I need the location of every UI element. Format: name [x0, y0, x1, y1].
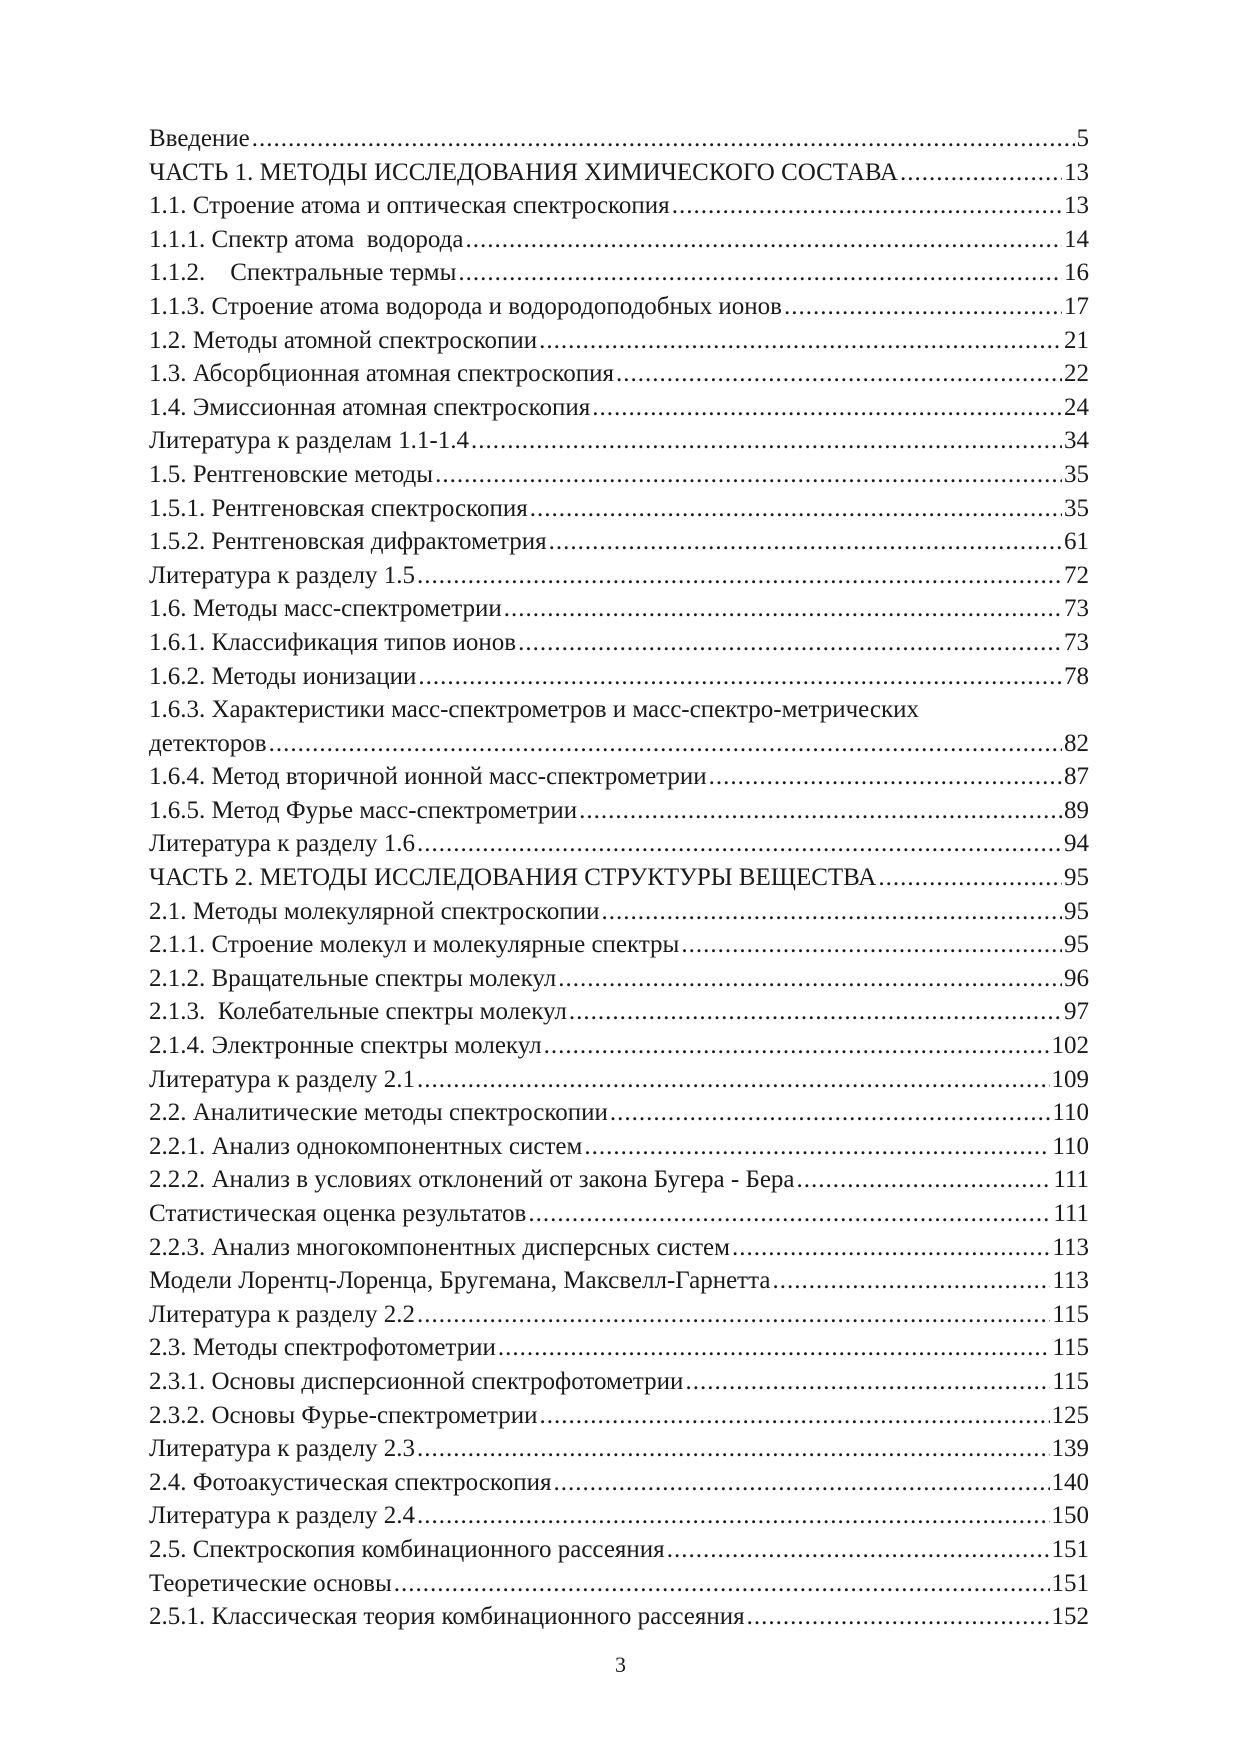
- toc-entry[interactable]: [149, 1567, 1089, 1601]
- toc-entry-page: 72: [1064, 561, 1089, 589]
- dot-leader: [558, 962, 1062, 996]
- toc-entry-page: 16: [1064, 259, 1089, 287]
- dot-leader: [747, 1600, 1050, 1634]
- dot-leader: [685, 1365, 1050, 1399]
- toc-entry-title: 1.6.2. Методы ионизации: [149, 662, 417, 690]
- toc-entry-page: 113: [1052, 1267, 1089, 1295]
- toc-entry[interactable]: [149, 1063, 1089, 1097]
- dot-leader: [672, 189, 1062, 223]
- dot-leader: [394, 1567, 1050, 1601]
- toc-entry-title: 2.2.2. Анализ в условиях отклонений от закона Бугера - Бера: [149, 1166, 795, 1194]
- toc-entry[interactable]: [149, 861, 1089, 895]
- toc-entry-page: 115: [1052, 1300, 1089, 1328]
- dot-leader: [498, 1331, 1051, 1365]
- dot-leader: [417, 1432, 1050, 1466]
- dot-leader: [667, 1533, 1050, 1567]
- dot-leader: [584, 1130, 1050, 1164]
- toc-entry-title: Модели Лорентц-Лоренца, Бругемана, Максвелл-Гарнетта: [149, 1267, 771, 1295]
- dot-leader: [732, 1231, 1050, 1265]
- dot-leader: [417, 1499, 1050, 1533]
- toc-entry-page: 78: [1064, 662, 1089, 690]
- dot-leader: [569, 995, 1062, 1029]
- toc-entry[interactable]: [149, 458, 1089, 492]
- toc-entry-page: 13: [1064, 158, 1089, 186]
- toc-entry[interactable]: [149, 1466, 1089, 1500]
- toc-entry-page: 17: [1064, 292, 1089, 320]
- toc-entry-page: 94: [1064, 830, 1089, 858]
- dot-leader: [579, 794, 1062, 828]
- toc-entry-page: 87: [1064, 763, 1089, 791]
- toc-entry-page: 34: [1064, 427, 1089, 455]
- dot-leader: [616, 357, 1062, 391]
- toc-entry[interactable]: [149, 1432, 1089, 1466]
- toc-entry[interactable]: [149, 1399, 1089, 1433]
- toc-entry-page: 115: [1052, 1334, 1089, 1362]
- toc-entry-page: 35: [1064, 460, 1089, 488]
- toc-entry-title: 1.5. Рентгеновские методы: [149, 460, 434, 488]
- toc-entry-page: 73: [1064, 628, 1089, 656]
- toc-entry-title: 2.2. Аналитические методы спектроскопии: [149, 1099, 608, 1127]
- toc-entry-title: детекторов: [149, 729, 267, 757]
- toc-entry-title: ЧАСТЬ 1. МЕТОДЫ ИССЛЕДОВАНИЯ ХИМИЧЕСКОГО СОСТАВА: [149, 158, 899, 186]
- toc-entry[interactable]: [149, 324, 1089, 358]
- toc-entry[interactable]: [149, 1096, 1089, 1130]
- toc-entry-page: 21: [1064, 326, 1089, 354]
- toc-entry-page: 139: [1051, 1435, 1089, 1463]
- toc-entry[interactable]: [149, 1499, 1089, 1533]
- toc-entry[interactable]: [149, 660, 1089, 694]
- toc-entry-page: 61: [1064, 528, 1089, 556]
- toc-entry-page: 150: [1051, 1502, 1089, 1530]
- toc-entry-title: Литература к разделу 2.1: [149, 1065, 415, 1093]
- toc-entry[interactable]: [149, 827, 1089, 861]
- toc-entry-page: 24: [1064, 393, 1089, 421]
- toc-entry[interactable]: [149, 1264, 1089, 1298]
- toc-entry-title: Литература к разделу 2.4: [149, 1502, 415, 1530]
- toc-entry-title: Теоретические основы: [149, 1569, 392, 1597]
- toc-entry[interactable]: [149, 1130, 1089, 1164]
- dot-leader: [528, 1197, 1051, 1231]
- toc-entry[interactable]: [149, 223, 1089, 257]
- toc-entry-title: 1.1.2. Спектральные термы: [149, 259, 457, 287]
- toc-entry-title: Литература к разделу 2.2: [149, 1300, 415, 1328]
- toc-entry-title: 1.1.1. Спектр атома водорода: [149, 225, 464, 253]
- toc-entry-title: 1.5.2. Рентгеновская дифрактометрия: [149, 528, 547, 556]
- toc-entry-line: [149, 693, 1089, 727]
- dot-leader: [592, 391, 1062, 425]
- toc-entry-page: 152: [1051, 1603, 1089, 1631]
- toc-entry-title: Литература к разделу 1.5: [149, 561, 415, 589]
- toc-entry-page: 109: [1051, 1065, 1089, 1093]
- dot-leader: [417, 1063, 1050, 1097]
- dot-leader: [900, 156, 1062, 190]
- dot-leader: [709, 760, 1062, 794]
- toc-entry-title: 1.5.1. Рентгеновская спектроскопия: [149, 494, 528, 522]
- toc-entry-title: Литература к разделу 2.3: [149, 1435, 415, 1463]
- toc-entry-title: 2.5.1. Классическая теория комбинационного рассеяния: [149, 1603, 745, 1631]
- toc-entry-title: 2.1.2. Вращательные спектры молекул: [149, 964, 557, 992]
- toc-entry-page: 111: [1053, 1166, 1089, 1194]
- toc-entry-page: 110: [1052, 1132, 1089, 1160]
- toc-entry-page: 73: [1064, 595, 1089, 623]
- toc-entry-title: 1.1.3. Строение атома водорода и водородоподобных ионов: [149, 292, 782, 320]
- toc-entry[interactable]: [149, 962, 1089, 996]
- dot-leader: [417, 1298, 1050, 1332]
- dot-leader: [681, 928, 1062, 962]
- toc-entry-page: 111: [1053, 1200, 1089, 1227]
- dot-leader: [601, 895, 1062, 929]
- dot-leader: [554, 1466, 1050, 1500]
- toc-entry[interactable]: [149, 794, 1089, 828]
- toc-entry[interactable]: [149, 928, 1089, 962]
- toc-entry-title: 2.3.2. Основы Фурье-спектрометрии: [149, 1401, 538, 1429]
- dot-leader: [418, 660, 1062, 694]
- dot-leader: [540, 1399, 1050, 1433]
- toc-entry-page: 13: [1064, 192, 1089, 220]
- toc-entry-title: 1.3. Абсорбционная атомная спектроскопия: [149, 360, 615, 388]
- toc-entry[interactable]: [149, 895, 1089, 929]
- toc-entry[interactable]: [149, 1197, 1089, 1231]
- toc-entry-title: 1.6.3. Характеристики масс-спектрометров и масс-спектро-метрических: [149, 696, 920, 724]
- toc-entry-page: 95: [1064, 897, 1089, 925]
- toc-entry-page: 125: [1051, 1401, 1089, 1429]
- toc-entry-page: 35: [1064, 494, 1089, 522]
- toc-entry[interactable]: [149, 995, 1089, 1029]
- toc-entry[interactable]: [149, 559, 1089, 593]
- toc-entry[interactable]: [149, 290, 1089, 324]
- toc-entry-title: 2.1.1. Строение молекул и молекулярные спектры: [149, 931, 680, 959]
- dot-leader: [549, 525, 1062, 559]
- toc-entry-page: 95: [1064, 864, 1089, 892]
- dot-leader: [417, 827, 1062, 861]
- dot-leader: [797, 1163, 1052, 1197]
- toc-entry-page: 113: [1052, 1233, 1089, 1261]
- toc-entry-title: 2.5. Спектроскопия комбинационного рассеяния: [149, 1535, 665, 1563]
- toc-entry-title: 1.6. Методы масс-спектрометрии: [149, 595, 502, 623]
- toc-entry[interactable]: [149, 727, 1089, 761]
- toc-entry[interactable]: [149, 391, 1089, 425]
- toc-entry-title: Статистическая оценка результатов: [149, 1200, 527, 1227]
- toc-entry[interactable]: [149, 1365, 1089, 1399]
- toc-entry[interactable]: [149, 1298, 1089, 1332]
- toc-entry-title: 2.1.4. Электронные спектры молекул: [149, 1032, 542, 1060]
- dot-leader: [784, 290, 1062, 324]
- toc-entry-page: 95: [1064, 931, 1089, 959]
- table-of-contents: [149, 122, 1089, 1634]
- toc-entry-title: 2.2.1. Анализ однокомпонентных систем: [149, 1132, 583, 1160]
- dot-leader: [417, 559, 1062, 593]
- toc-entry[interactable]: [149, 1163, 1089, 1197]
- dot-leader: [458, 256, 1062, 290]
- toc-entry-page: 97: [1064, 998, 1089, 1026]
- dot-leader: [252, 122, 1075, 156]
- toc-entry-title: 2.3. Методы спектрофотометрии: [149, 1334, 496, 1362]
- dot-leader: [610, 1096, 1051, 1130]
- toc-entry-title: Литература к разделам 1.1-1.4: [149, 427, 469, 455]
- toc-entry-title: 1.6.5. Метод Фурье масс-спектрометрии: [149, 796, 578, 824]
- toc-entry[interactable]: [149, 525, 1089, 559]
- toc-entry[interactable]: [149, 1533, 1089, 1567]
- toc-entry-page: 82: [1064, 729, 1089, 757]
- toc-entry-page: 89: [1064, 796, 1089, 824]
- toc-entry-title: 1.2. Методы атомной спектроскопии: [149, 326, 538, 354]
- toc-entry-page: 5: [1076, 125, 1089, 152]
- toc-entry[interactable]: [149, 156, 1089, 190]
- dot-leader: [530, 492, 1062, 526]
- toc-entry-title: 2.3.1. Основы дисперсионной спектрофотометрии: [149, 1367, 684, 1395]
- toc-entry-title: 2.2.3. Анализ многокомпонентных дисперсных систем: [149, 1233, 730, 1261]
- dot-leader: [466, 223, 1063, 257]
- toc-entry-title: ЧАСТЬ 2. МЕТОДЫ ИССЛЕДОВАНИЯ СТРУКТУРЫ ВЕЩЕСТВА: [149, 864, 877, 892]
- toc-entry-title: 2.1.3. Колебательные спектры молекул: [149, 998, 567, 1026]
- toc-entry[interactable]: [149, 357, 1089, 391]
- toc-entry[interactable]: [149, 1600, 1089, 1634]
- toc-entry[interactable]: [149, 760, 1089, 794]
- dot-leader: [471, 424, 1062, 458]
- toc-entry-page: 115: [1052, 1367, 1089, 1395]
- toc-entry-title: 1.1. Строение атома и оптическая спектроскопия: [149, 192, 670, 220]
- toc-entry[interactable]: [149, 1331, 1089, 1365]
- dot-leader: [878, 861, 1062, 895]
- toc-entry[interactable]: [149, 626, 1089, 660]
- toc-entry[interactable]: [149, 492, 1089, 526]
- toc-entry-page: 14: [1064, 225, 1089, 253]
- toc-entry-page: 151: [1051, 1569, 1089, 1597]
- toc-entry[interactable]: [149, 1231, 1089, 1265]
- toc-entry-page: 22: [1064, 360, 1089, 388]
- toc-entry-page: 96: [1064, 964, 1089, 992]
- dot-leader: [539, 324, 1062, 358]
- dot-leader: [772, 1264, 1050, 1298]
- page-number: 3: [615, 1652, 626, 1677]
- toc-entry-title: 2.4. Фотоакустическая спектроскопия: [149, 1468, 552, 1496]
- toc-entry-title: 1.6.1. Классификация типов ионов: [149, 628, 517, 656]
- toc-entry[interactable]: [149, 122, 1089, 156]
- dot-leader: [269, 727, 1062, 761]
- toc-entry-title: 1.6.4. Метод вторичной ионной масс-спектрометрии: [149, 763, 707, 791]
- toc-entry[interactable]: [149, 1029, 1089, 1063]
- toc-entry[interactable]: [149, 424, 1089, 458]
- toc-entry-title: 2.1. Методы молекулярной спектроскопии: [149, 897, 600, 925]
- toc-entry[interactable]: [149, 256, 1089, 290]
- dot-leader: [435, 458, 1062, 492]
- toc-entry-page: 110: [1052, 1099, 1089, 1127]
- toc-entry-page: 140: [1051, 1468, 1089, 1496]
- toc-entry-page: 151: [1051, 1535, 1089, 1563]
- toc-entry[interactable]: [149, 592, 1089, 626]
- dot-leader: [544, 1029, 1050, 1063]
- toc-entry-title: 1.4. Эмиссионная атомная спектроскопия: [149, 393, 591, 421]
- dot-leader: [518, 626, 1062, 660]
- toc-entry-title: Литература к разделу 1.6: [149, 830, 415, 858]
- toc-entry-page: 102: [1051, 1032, 1089, 1060]
- toc-entry-title: Введение: [149, 125, 250, 152]
- toc-entry[interactable]: [149, 189, 1089, 223]
- dot-leader: [504, 592, 1062, 626]
